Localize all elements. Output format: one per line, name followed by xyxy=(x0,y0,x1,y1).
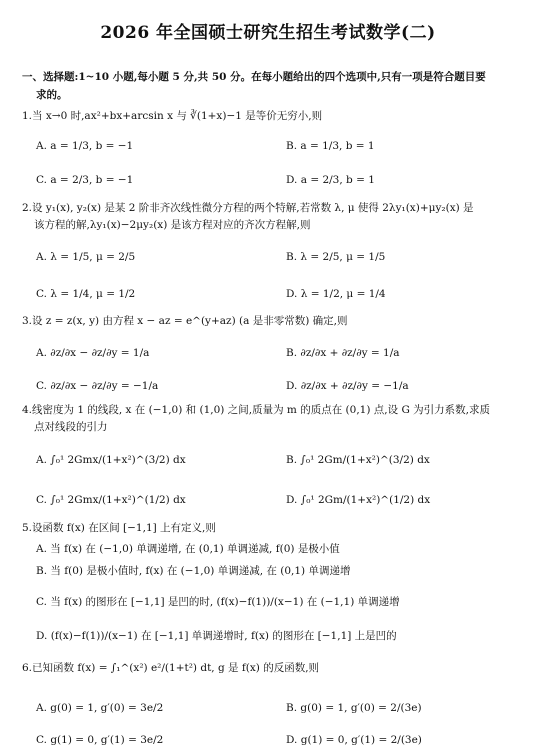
question-2-stem-cont: 该方程的解,λy₁(x)−2μy₂(x) 是该方程对应的齐次方程解,则 xyxy=(34,219,311,231)
question-4-stem: 4.线密度为 1 的线段, x 在 (−1,0) 和 (1,0) 之间,质量为 m 的质点在 (0,1) 点,设 G 为引力系数,求质 xyxy=(22,404,491,416)
question-6-option-a: A. g(0) = 1, g′(0) = 3e/2 xyxy=(36,702,164,714)
question-2-option-a: A. λ = 1/5, μ = 2/5 xyxy=(36,251,136,263)
section-heading-text: 一、选择题:1~10 小题,每小题 5 分,共 50 分。在每小题给出的四个选项中,只有一项是符合题目要 xyxy=(22,71,486,83)
exam-title: 2026 年全国硕士研究生招生考试数学(二) xyxy=(100,23,436,43)
section-heading xyxy=(22,68,527,104)
question-1-stem: 1.当 x→0 时,ax²+bx+arcsin x 与 ∛(1+x)−1 是等价无穷小,则 xyxy=(22,110,323,122)
question-2-stem: 2.设 y₁(x), y₂(x) 是某 2 阶非齐次线性微分方程的两个特解,若常数 λ, μ 使得 2λy₁(x)+μy₂(x) 是 xyxy=(22,202,474,214)
question-2-option-d: D. λ = 1/2, μ = 1/4 xyxy=(286,288,386,300)
question-6-option-c: C. g(1) = 0, g′(1) = 3e/2 xyxy=(36,734,164,746)
question-5-option-b: B. 当 f(0) 是极小值时, f(x) 在 (−1,0) 单调递减, 在 (0,1) 单调递增 xyxy=(36,565,351,577)
question-1-option-d: D. a = 2/3, b = 1 xyxy=(286,174,375,186)
question-3-option-d: D. ∂z/∂x + ∂z/∂y = −1/a xyxy=(286,380,409,392)
question-6-option-b: B. g(0) = 1, g′(0) = 2/(3e) xyxy=(286,702,422,714)
question-5 xyxy=(22,520,532,537)
question-4-option-a: A. ∫₀¹ 2Gmx/(1+x²)^(3/2) dx xyxy=(36,454,186,466)
question-1 xyxy=(22,108,532,125)
question-3 xyxy=(22,313,532,330)
question-3-option-b: B. ∂z/∂x + ∂z/∂y = 1/a xyxy=(286,347,400,359)
question-5-option-d: D. (f(x)−f(1))/(x−1) 在 [−1,1] 单调递增时, f(x) 的图形在 [−1,1] 上是凹的 xyxy=(36,630,397,642)
question-2 xyxy=(22,200,532,234)
question-2-option-b: B. λ = 2/5, μ = 1/5 xyxy=(286,251,386,263)
question-6-stem: 6.已知函数 f(x) = ∫₁^(x²) e²/(1+t²) dt, g 是 f(x) 的反函数,则 xyxy=(22,662,320,674)
question-4 xyxy=(22,402,532,436)
question-4-stem-cont: 点对线段的引力 xyxy=(34,421,108,433)
question-4-option-c: C. ∫₀¹ 2Gmx/(1+x²)^(1/2) dx xyxy=(36,494,186,506)
question-3-option-a: A. ∂z/∂x − ∂z/∂y = 1/a xyxy=(36,347,150,359)
section-heading-cont: 求的。 xyxy=(36,89,68,101)
question-6 xyxy=(22,660,532,677)
question-1-option-b: B. a = 1/3, b = 1 xyxy=(286,140,375,152)
question-3-option-c: C. ∂z/∂x − ∂z/∂y = −1/a xyxy=(36,380,159,392)
question-5-stem: 5.设函数 f(x) 在区间 [−1,1] 上有定义,则 xyxy=(22,522,216,534)
question-1-option-a: A. a = 1/3, b = −1 xyxy=(36,140,134,152)
question-4-option-b: B. ∫₀¹ 2Gm/(1+x²)^(3/2) dx xyxy=(286,454,430,466)
question-4-option-d: D. ∫₀¹ 2Gm/(1+x²)^(1/2) dx xyxy=(286,494,431,506)
question-3-stem: 3.设 z = z(x, y) 由方程 x − az = e^(y+az) (a 是非零常数) 确定,则 xyxy=(22,315,348,327)
question-5-option-c: C. 当 f(x) 的图形在 [−1,1] 是凹的时, (f(x)−f(1))/(x−1) 在 (−1,1) 单调递增 xyxy=(36,596,400,608)
question-6-option-d: D. g(1) = 0, g′(1) = 2/(3e) xyxy=(286,734,422,746)
question-5-option-a: A. 当 f(x) 在 (−1,0) 单调递增, 在 (0,1) 单调递减, f(0) 是极小值 xyxy=(36,543,340,555)
question-2-option-c: C. λ = 1/4, μ = 1/2 xyxy=(36,288,136,300)
question-1-option-c: C. a = 2/3, b = −1 xyxy=(36,174,134,186)
